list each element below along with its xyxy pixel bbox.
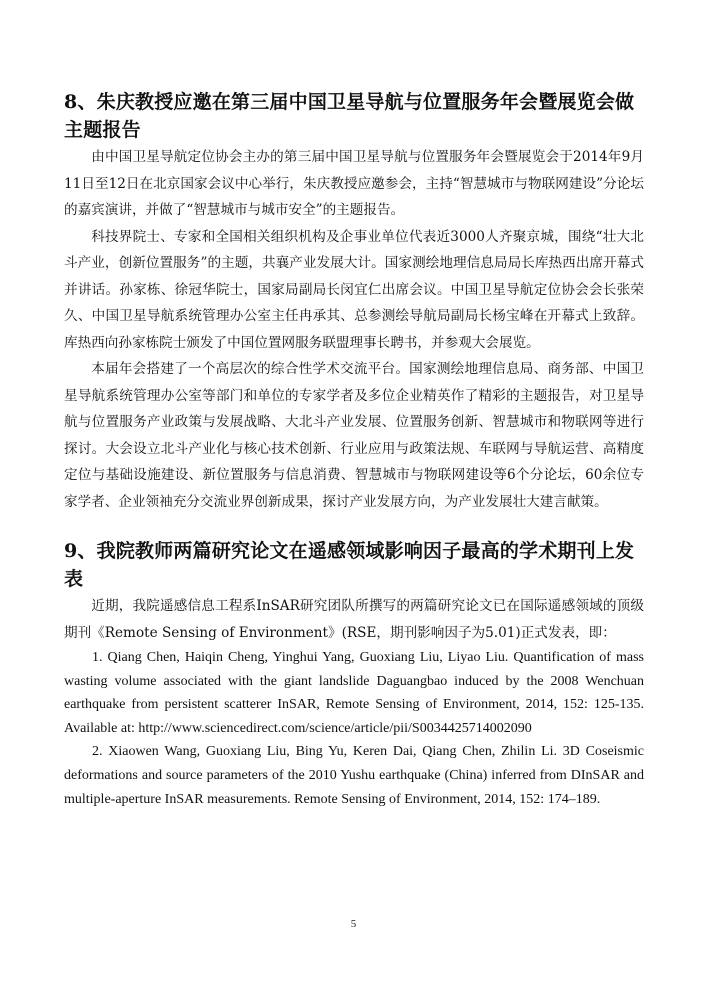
section-9-intro: 近期，我院遥感信息工程系InSAR研究团队所撰写的两篇研究论文已在国际遥感领域的顶级期刊《Remote Sensing of Environment》(RSE，期刊影响因子为5.01)正式发表，即： — [64, 598, 644, 641]
section-8-paragraph-2: 科技界院士、专家和全国相关组织机构及企事业单位代表近3000人齐聚京城，围绕“壮大北斗产业，创新位置服务”的主题，共襄产业发展大计。国家测绘地理信息局局长库热西出席开幕式并讲话。孙家栋、徐冠华院士，国家局副局长闵宜仁出席会议。中国卫星导航定位协会会长张荣久、中国卫星导航系统管理办公室主任冉承其、总参测绘导航局副局长杨宝峰在开幕式上致辞。库热西向孙家栋院士颁发了中国位置网服务联盟理事长聘书，并参观大会展览。 — [64, 228, 644, 351]
section-spacer — [64, 515, 644, 537]
reference-2: 2. Xiaowen Wang, Guoxiang Liu, Bing Yu, Keren Dai, Qiang Chen, Zhilin Li. 3D Coseismic deformations and source parameters of the 2010 Yushu earthquake (China) inferred from DInSAR and multiple-aperture InSAR measurements. Remote Sensing of Environment, 2014, 152: 174–189. — [64, 744, 644, 807]
section-8-paragraph-1: 由中国卫星导航定位协会主办的第三届中国卫星导航与位置服务年会暨展览会于2014年9月11日至12日在北京国家会议中心举行，朱庆教授应邀参会，主持“智慧城市与物联网建设”分论坛的嘉宾演讲，并做了“智慧城市与城市安全”的主题报告。 — [64, 149, 644, 218]
page-content — [64, 88, 644, 811]
reference-1: 1. Qiang Chen, Haiqin Cheng, Yinghui Yang, Guoxiang Liu, Liyao Liu. Quantification of mass wasting volume associated with the giant landslide Daguangbao induced by the 2008 Wenchuan earthquake from persistent scatterer InSAR, Remote Sensing of Environment, 2014, 152: 125-135. Available at: http://www.sciencedirect.com/science/article/pii/S0034425714002090 — [64, 650, 644, 736]
section-8-title: 8、朱庆教授应邀在第三届中国卫星导航与位置服务年会暨展览会做主题报告 — [64, 91, 635, 141]
section-8-paragraph-3: 本届年会搭建了一个高层次的综合性学术交流平台。国家测绘地理信息局、商务部、中国卫星导航系统管理办公室等部门和单位的专家学者及多位企业精英作了精彩的主题报告，对卫星导航与位置服务产业政策与发展战略、大北斗产业发展、位置服务创新、智慧城市和物联网等进行探讨。大会设立北斗产业化与核心技术创新、行业应用与政策法规、车联网与导航运营、高精度定位与基础设施建设、新位置服务与信息消费、智慧城市与物联网建设等6个分论坛，60余位专家学者、企业领袖充分交流业界创新成果，探讨产业发展方向，为产业发展壮大建言献策。 — [64, 361, 644, 510]
section-9-title: 9、我院教师两篇研究论文在遥感领域影响因子最高的学术期刊上发表 — [64, 540, 635, 590]
page-number: 5 — [350, 918, 357, 930]
